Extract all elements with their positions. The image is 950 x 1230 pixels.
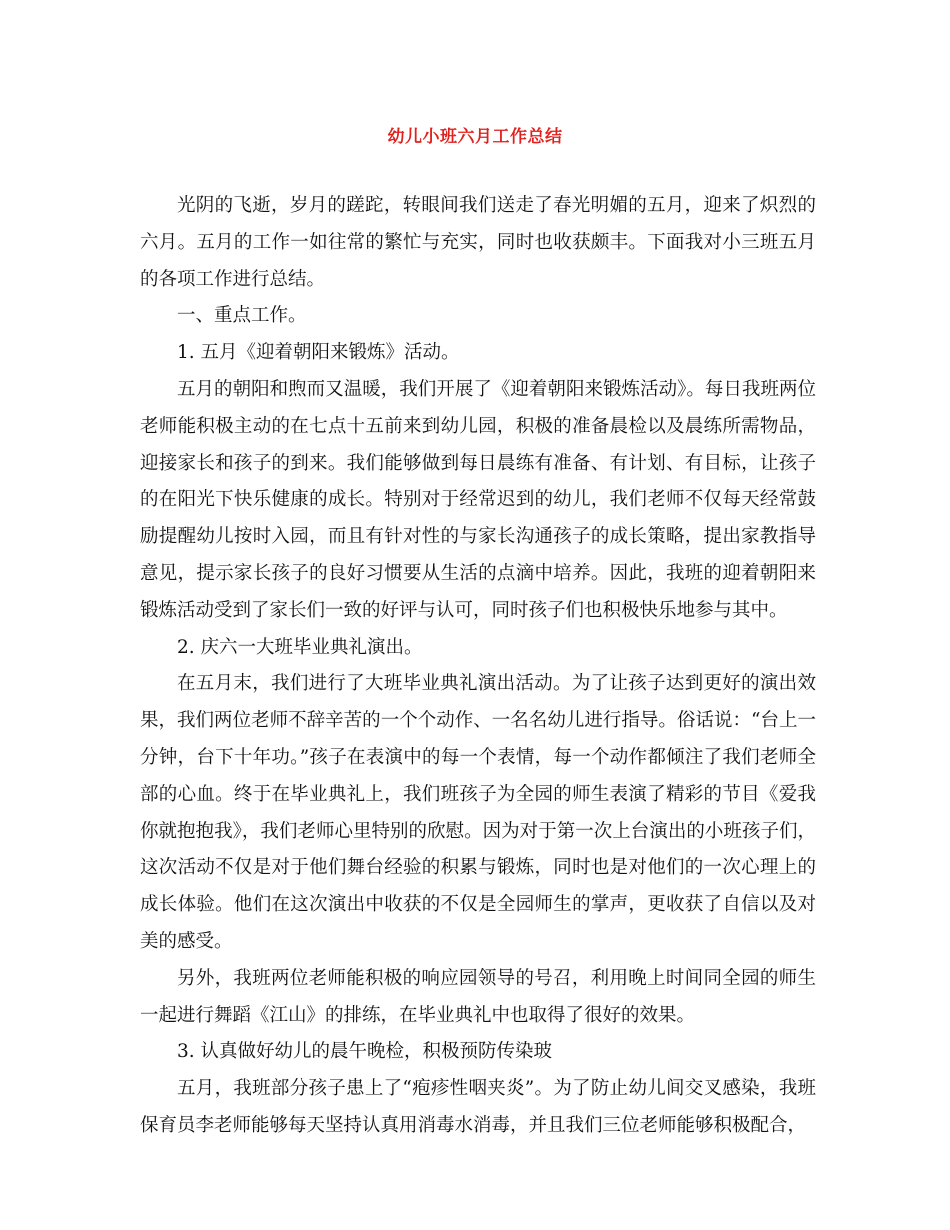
document-title: 幼儿小班六月工作总结 xyxy=(387,127,563,147)
document-body xyxy=(140,188,816,1145)
paragraph-disease-prevention: 五月，我班部分孩子患上了“疱疹性咽夹炎”。为了防止幼儿间交叉感染，我班保育员李老师能够每天坚持认真用消毒水消毒，并且我们三位老师能够积极配合， xyxy=(140,1078,816,1136)
item-heading-3: 3. 认真做好幼儿的晨午晚检，积极预防传染玻 xyxy=(177,1041,553,1063)
paragraph-morning-exercise: 五月的朝阳和煦而又温暖，我们开展了《迎着朝阳来锻炼活动》。每日我班两位老师能积极主动的在七点十五前来到幼儿园，积极的准备晨检以及晨练所需物品，迎接家长和孩子的到来。我们能够做到每日晨练有准备、有计划、有目标，让孩子的在阳光下快乐健康的成长。特别对于经常迟到的幼儿，我们老师不仅每天经常鼓励提醒幼儿按时入园，而且有针对性的与家长沟通孩子的成长策略，提出家教指导意见，提示家长孩子的良好习惯要从生活的点滴中培养。因此，我班的迎着朝阳来锻炼活动受到了家长们一致的好评与认可，同时孩子们也积极快乐地参与其中。 xyxy=(140,378,816,621)
paragraph-dance-rehearsal: 另外，我班两位老师能积极的响应园领导的号召，利用晚上时间同全园的师生一起进行舞蹈《江山》的排练，在毕业典礼中也取得了很好的效果。 xyxy=(140,967,816,1026)
section-heading-key-work: 一、重点工作。 xyxy=(177,305,307,327)
paragraph-intro: 光阴的飞逝，岁月的蹉跎，转眼间我们送走了春光明媚的五月，迎来了炽烈的六月。五月的工作一如往常的繁忙与充实，同时也收获颇丰。下面我对小三班五月的各项工作进行总结。 xyxy=(140,195,816,290)
paragraph-graduation-performance: 在五月末，我们进行了大班毕业典礼演出活动。为了让孩子达到更好的演出效果，我们两位老师不辞辛苦的一个个动作、一名名幼儿进行指导。俗话说：“台上一分钟，台下十年功。”孩子在表演中的每一个表情，每一个动作都倾注了我们老师全部的心血。终于在毕业典礼上，我们班孩子为全园的师生表演了精彩的节目《爱我你就抱抱我》，我们老师心里特别的欣慰。因为对于第一次上台演出的小班孩子们，这次活动不仅是对于他们舞台经验的积累与锻炼，同时也是对他们的一次心理上的成长体验。他们在这次演出中收获的不仅是全园师生的掌声，更收获了自信以及对美的感受。 xyxy=(140,673,816,952)
item-heading-2: 2. 庆六一大班毕业典礼演出。 xyxy=(177,636,423,658)
item-heading-1: 1. 五月《迎着朝阳来锻炼》活动。 xyxy=(177,342,460,364)
